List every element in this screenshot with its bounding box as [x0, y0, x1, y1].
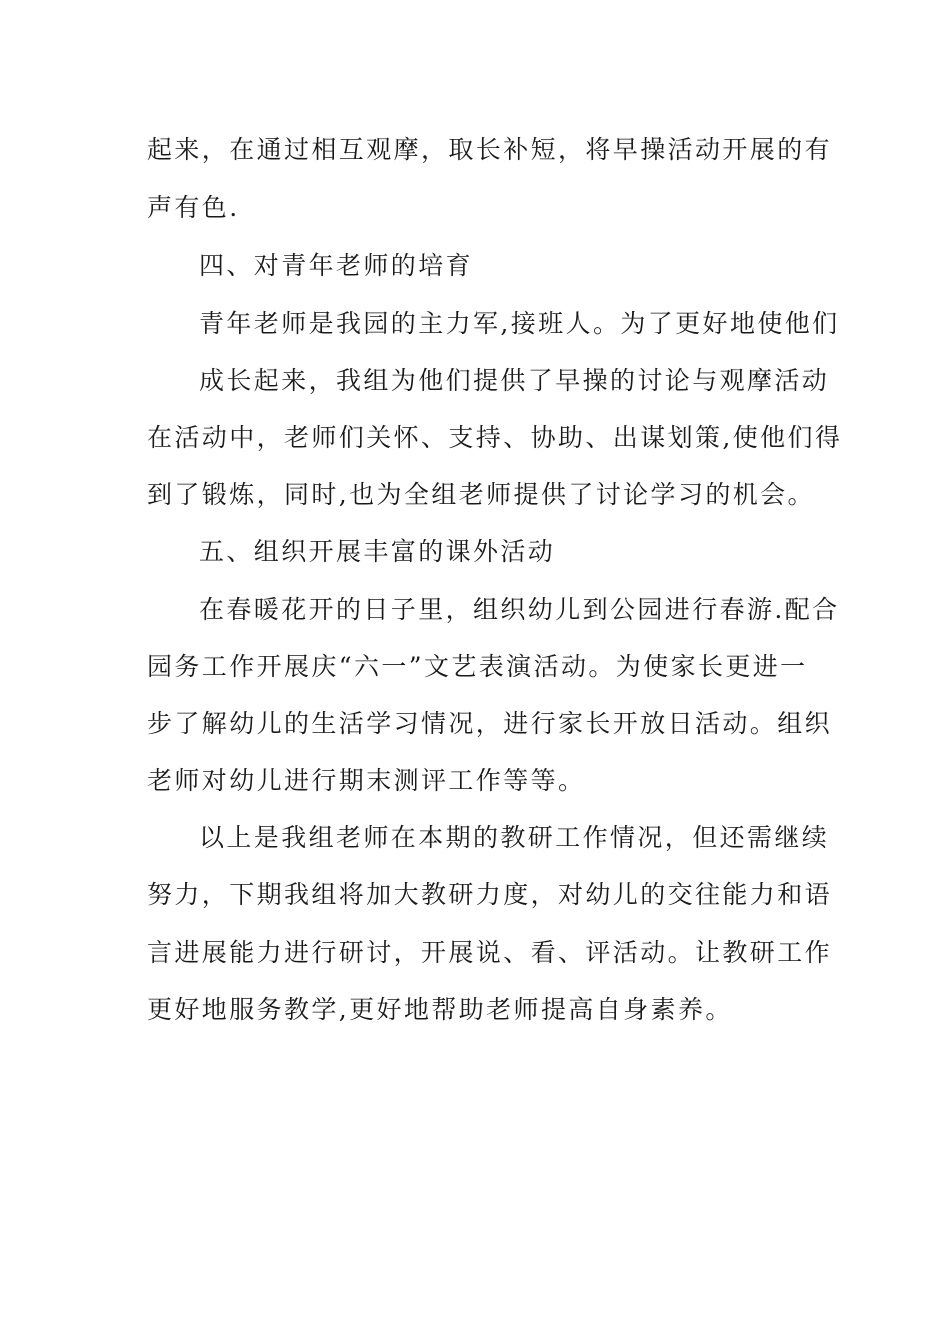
paragraph-line: 老师对幼儿进行期末测评工作等等。	[147, 766, 586, 795]
paragraph-line: 声有色.	[147, 193, 240, 222]
paragraph-line: 努力，下期我组将加大教研力度，对幼儿的交往能力和语	[147, 880, 833, 909]
paragraph-line: 起来，在通过相互观摩，取长补短，将早操活动开展的有	[147, 135, 833, 164]
paragraph-line: 以上是我组老师在本期的教研工作情况，但还需继续	[199, 823, 830, 852]
section-heading: 四、对青年老师的培育	[199, 251, 474, 280]
paragraph-line: 成长起来，我组为他们提供了早操的讨论与观摩活动	[199, 366, 830, 395]
paragraph-line: 园务工作开展庆“六一”文艺表演活动。为使家长更进一	[147, 652, 808, 681]
paragraph-line: 步了解幼儿的生活学习情况，进行家长开放日活动。组织	[147, 709, 833, 738]
paragraph-line: 青年老师是我园的主力军,接班人。为了更好地使他们	[199, 309, 840, 338]
section-heading: 五、组织开展丰富的课外活动	[199, 537, 556, 566]
paragraph-line: 更好地服务教学,更好地帮助老师提高自身素养。	[147, 995, 733, 1024]
paragraph-line: 在春暖花开的日子里，组织幼儿到公园进行春游.配合	[199, 595, 840, 624]
paragraph-line: 言进展能力进行研讨，开展说、看、评活动。让教研工作	[147, 938, 833, 967]
paragraph-line: 到了锻炼，同时,也为全组老师提供了讨论学习的机会。	[147, 480, 815, 509]
paragraph-line: 在活动中，老师们关怀、支持、协助、出谋划策,使他们得	[147, 423, 843, 452]
